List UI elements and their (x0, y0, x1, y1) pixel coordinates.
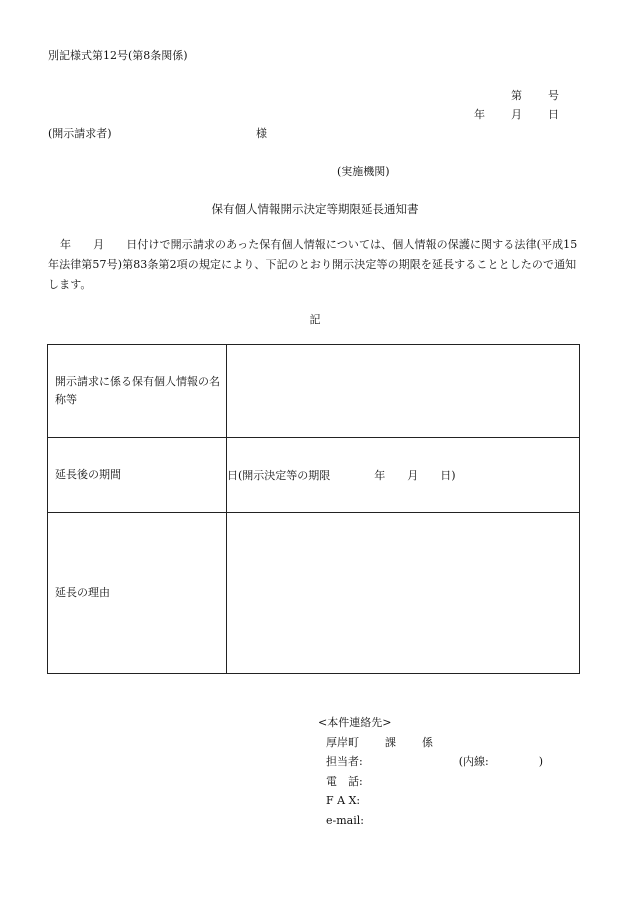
row3-value (227, 513, 580, 674)
contact-ext-close: ) (538, 755, 544, 768)
row3-label: 延長の理由 (48, 513, 227, 674)
contact-phone-label: 電 話: (326, 774, 363, 788)
table-row (48, 513, 580, 674)
row2-label: 延長後の期間 (48, 438, 227, 513)
ext-day-paren: 日(開示決定等の期限 (227, 469, 331, 482)
contact-email-label: e-mail: (326, 813, 364, 827)
detail-table (47, 344, 580, 674)
contact-heading: <本件連絡先> (318, 716, 392, 729)
table-row (48, 345, 580, 438)
date-year: 年 (474, 108, 485, 121)
contact-dept: 厚岸町 (326, 735, 359, 749)
issue-date (474, 106, 559, 122)
number-dai: 第 (511, 89, 522, 102)
form-label: 別記様式第12号(第8条関係) (48, 49, 188, 62)
date-month: 月 (511, 108, 522, 121)
row1-value (227, 345, 580, 438)
ext-day-close: 日) (440, 469, 456, 482)
document-number (511, 87, 559, 103)
contact-person-line (318, 752, 543, 772)
date-day: 日 (548, 108, 559, 121)
body-year: 年 (60, 238, 72, 251)
honorific: 様 (256, 127, 267, 140)
row2-value (227, 438, 580, 513)
contact-person-label: 担当者: (326, 755, 363, 768)
ki-heading: 記 (309, 313, 321, 326)
contact-dept-line (318, 733, 543, 753)
ext-month: 月 (407, 469, 419, 482)
body-month: 月 (93, 238, 105, 251)
contact-ext-label: (内線: (458, 755, 489, 768)
contact-block (318, 713, 543, 830)
row1-label: 開示請求に係る保有個人情報の名称等 (48, 345, 227, 438)
body-text (48, 235, 584, 295)
requester-label: (開示請求者) (48, 127, 112, 140)
table-row (48, 438, 580, 513)
number-go: 号 (548, 89, 559, 102)
agency-label: (実施機関) (337, 165, 390, 178)
ext-year: 年 (374, 469, 386, 482)
contact-kakari: 係 (422, 735, 433, 749)
contact-ka: 課 (385, 735, 396, 749)
body-paragraph: 日付けで開示請求のあった保有個人情報については、個人情報の保護に関する法律(平成15年法律第57号)第83条第2項の規定により、下記のとおり開示決定等の期限を延長することとしたので通知します。 (48, 238, 578, 291)
document-title: 保有個人情報開示決定等期限延長通知書 (211, 202, 419, 216)
contact-fax-label: F A X: (326, 794, 361, 807)
